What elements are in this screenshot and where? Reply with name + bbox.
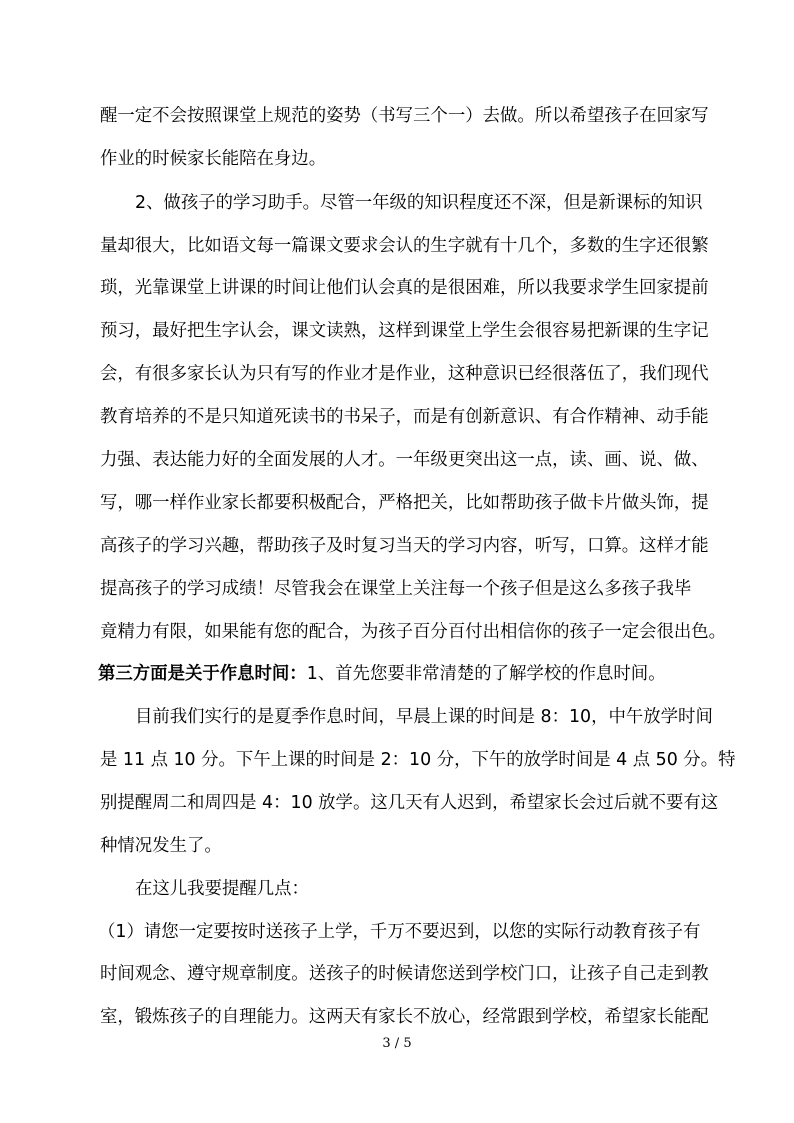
body-text-line: （1）请您一定要按时送孩子上学，千万不要迟到，以您的实际行动教育孩子有 [98,922,701,942]
body-text-line: 醒一定不会按照课堂上规范的姿势（书写三个一）去做。所以希望孩子在回家写 [100,106,709,126]
body-text-line: 预习，最好把生字认会，课文读熟，这样到课堂上学生会很容易把新课的生字记 [100,321,709,341]
body-text-line: 提高孩子的学习成绩！尽管我会在课堂上关注每一个孩子但是这么多孩子我毕 [100,579,692,599]
body-text-line: 种情况发生了。 [100,836,222,856]
body-text-line: 作业的时候家长能陪在身边。 [100,149,327,169]
body-text-line: 目前我们实行的是夏季作息时间，早晨上课的时间是 8：10，中午放学时间 [135,707,713,727]
page-number: 3 / 5 [382,1036,412,1051]
body-text-line: 琐，光靠课堂上讲课的时间让他们认会真的是很困难，所以我要求学生回家提前 [100,278,709,298]
body-text-line: 别提醒周二和周四是 4：10 放学。这几天有人迟到，希望家长会过后就不要有这 [100,793,719,813]
body-text-line: 会，有很多家长认为只有写的作业才是作业，这种意识已经很落伍了，我们现代 [100,364,709,384]
section-heading-rest: 1、首先您要非常清楚的了解学校的作息时间。 [306,664,666,684]
body-text-line: 写，哪一样作业家长都要积极配合，严格把关，比如帮助孩子做卡片做头饰，提 [100,493,709,513]
body-text-line: 是 11 点 10 分。下午上课的时间是 2：10 分，下午的放学时间是 4 点 50 分。特 [100,750,736,770]
body-text-line: 量却很大，比如语文每一篇课文要求会认的生字就有十几个，多数的生字还很繁 [100,236,709,256]
body-text-line: 室，锻炼孩子的自理能力。这两天有家长不放心，经常跟到学校，希望家长能配 [100,1007,709,1027]
section-heading: 第三方面是关于作息时间： [98,664,307,684]
body-text-line: 2、做孩子的学习助手。尽管一年级的知识程度还不深，但是新课标的知识 [135,193,703,213]
body-text-line: 竟精力有限，如果能有您的配合，为孩子百分百付出相信你的孩子一定会很出色。 [100,622,727,642]
body-text-line: 时间观念、遵守规章制度。送孩子的时候请您送到学校门口，让孩子自己走到教 [100,964,709,984]
section-line [98,662,666,686]
body-text-line: 教育培养的不是只知道死读书的书呆子，而是有创新意识、有合作精神、动手能 [100,407,709,427]
body-text-line: 在这儿我要提醒几点： [135,879,309,899]
body-text-line: 高孩子的学习兴趣，帮助孩子及时复习当天的学习内容，听写，口算。这样才能 [100,536,709,556]
body-text-line: 力强、表达能力好的全面发展的人才。一年级更突出这一点，读、画、说、做、 [100,450,709,470]
